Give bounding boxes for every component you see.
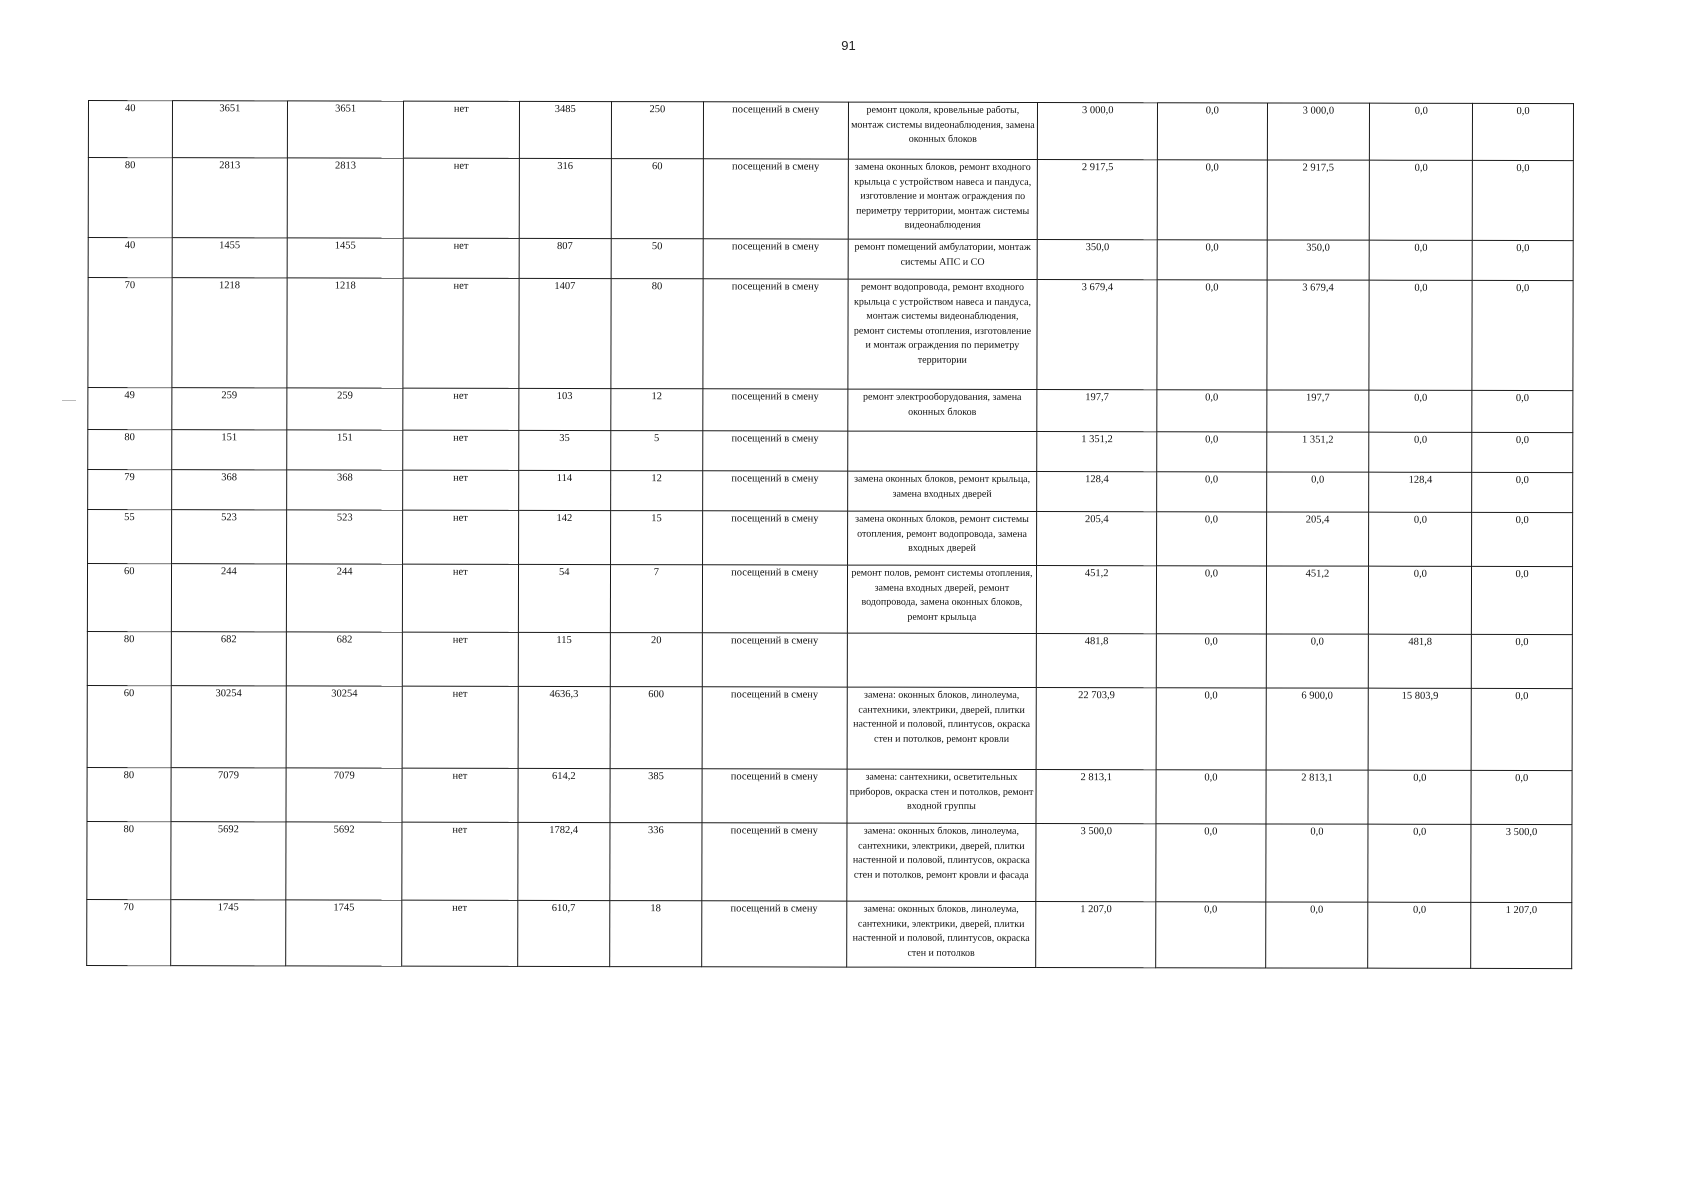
cell-col-source-4: 0,0 <box>1471 770 1572 824</box>
cell-col-total: 1 351,2 <box>1037 431 1157 471</box>
cell-col-source-1: 0,0 <box>1157 160 1266 240</box>
cell-col-5: 35 <box>518 430 610 470</box>
cell-col-unit: посещений в смену <box>703 102 848 159</box>
cell-col-source-1: 0,0 <box>1156 824 1265 902</box>
cell-col-source-2: 205,4 <box>1266 512 1369 566</box>
cell-col-source-3: 0,0 <box>1369 240 1472 280</box>
cell-col-1: 60 <box>87 564 171 632</box>
cell-col-4: нет <box>402 510 518 564</box>
table-row <box>87 564 1572 635</box>
cell-col-work-description: замена: оконных блоков, линолеума, сантехники, электрики, дверей, плитки настенной и половой, плинтусов, окраска стен и потолков, ремонт кровли и фасада <box>846 823 1036 901</box>
cell-col-1: 80 <box>87 631 171 685</box>
cell-col-source-3: 0,0 <box>1370 103 1473 160</box>
table-row <box>88 158 1573 241</box>
cell-col-source-4: 0,0 <box>1473 103 1574 160</box>
cell-col-work-description: ремонт полов, ремонт системы отопления, замена входных дверей, ремонт водопровода, замена оконных блоков, ремонт крыльца <box>847 565 1037 633</box>
cell-col-source-1: 0,0 <box>1156 902 1265 968</box>
table-body <box>87 101 1574 969</box>
cell-col-unit: посещений в смену <box>702 823 847 901</box>
cell-col-source-4: 0,0 <box>1472 566 1573 634</box>
cell-col-source-2: 1 351,2 <box>1266 432 1369 472</box>
table-row <box>87 767 1572 824</box>
cell-col-total: 205,4 <box>1037 511 1157 565</box>
cell-col-4: нет <box>402 686 518 768</box>
cell-col-1: 55 <box>88 510 172 564</box>
cell-col-3: 368 <box>287 470 403 510</box>
cell-col-2: 1745 <box>170 900 286 966</box>
cell-col-total: 3 679,4 <box>1037 279 1157 389</box>
cell-col-source-3: 0,0 <box>1369 432 1472 472</box>
cell-col-source-3: 0,0 <box>1369 512 1472 566</box>
cell-col-source-4: 3 500,0 <box>1471 824 1572 902</box>
cell-col-5: 316 <box>519 158 611 238</box>
cell-col-3: 1745 <box>286 900 402 966</box>
cell-col-work-description: ремонт электрооборудования, замена оконных блоков <box>847 389 1037 431</box>
cell-col-source-4: 0,0 <box>1472 512 1573 566</box>
cell-col-1: 80 <box>87 767 171 821</box>
cell-col-3: 244 <box>287 564 403 632</box>
cell-col-source-3: 128,4 <box>1369 472 1472 512</box>
table-row <box>87 821 1572 902</box>
cell-col-source-3: 0,0 <box>1370 160 1473 240</box>
cell-col-source-4: 0,0 <box>1472 280 1573 390</box>
cell-col-unit: посещений в смену <box>703 431 848 471</box>
cell-col-source-2: 2 813,1 <box>1266 770 1369 824</box>
cell-col-5: 103 <box>518 388 610 430</box>
cell-col-2: 5692 <box>170 822 286 900</box>
cell-col-source-4: 0,0 <box>1472 432 1573 472</box>
cell-col-total: 1 207,0 <box>1036 901 1156 967</box>
cell-col-source-1: 0,0 <box>1156 688 1265 770</box>
cell-col-2: 523 <box>171 510 287 564</box>
cell-col-source-1: 0,0 <box>1157 512 1266 566</box>
cell-col-source-2: 451,2 <box>1266 566 1369 634</box>
cell-col-6: 12 <box>611 389 703 431</box>
cell-col-source-1: 0,0 <box>1157 566 1266 634</box>
cell-col-6: 20 <box>610 633 702 687</box>
cell-col-6: 12 <box>610 471 702 511</box>
cell-col-1: 40 <box>88 238 172 278</box>
cell-col-3: 1218 <box>287 278 403 388</box>
cell-col-source-3: 0,0 <box>1368 902 1471 968</box>
cell-col-4: нет <box>403 388 519 430</box>
cell-col-5: 1782,4 <box>517 822 609 900</box>
cell-col-6: 385 <box>610 769 702 823</box>
cell-col-work-description: замена оконных блоков, ремонт системы отопления, ремонт водопровода, замена входных дверей <box>847 511 1037 565</box>
cell-col-1: 70 <box>88 278 172 388</box>
cell-col-4: нет <box>403 278 519 388</box>
table-row <box>88 510 1573 567</box>
cell-col-2: 7079 <box>171 768 287 822</box>
cell-col-3: 30254 <box>286 686 402 768</box>
cell-col-3: 151 <box>287 430 403 470</box>
cell-col-source-4: 0,0 <box>1471 634 1572 688</box>
cell-col-5: 1407 <box>519 278 611 388</box>
cell-col-5: 610,7 <box>517 900 609 966</box>
cell-col-work-description <box>847 633 1037 687</box>
cell-col-1: 60 <box>87 685 171 767</box>
cell-col-6: 18 <box>609 901 701 967</box>
cell-col-unit: посещений в смену <box>702 687 847 769</box>
table-row <box>87 631 1572 688</box>
cell-col-source-4: 0,0 <box>1472 472 1573 512</box>
cell-col-work-description: замена оконных блоков, ремонт входного крыльца с устройством навеса и пандуса, изготовление и монтаж ограждения по периметру территории, монтаж системы видеонаблюдения <box>848 159 1038 239</box>
cell-col-6: 15 <box>610 511 702 565</box>
cell-col-4: нет <box>403 470 519 510</box>
cell-col-1: 49 <box>88 388 172 430</box>
cell-col-1: 80 <box>88 430 172 470</box>
cell-col-unit: посещений в смену <box>702 769 847 823</box>
cell-col-work-description <box>847 431 1037 471</box>
cell-col-6: 5 <box>611 431 703 471</box>
cell-col-1: 40 <box>88 101 172 158</box>
cell-col-source-1: 0,0 <box>1157 432 1266 472</box>
page-number: 91 <box>841 38 856 53</box>
cell-col-6: 250 <box>611 102 703 159</box>
cell-col-source-1: 0,0 <box>1156 770 1265 824</box>
cell-col-3: 7079 <box>286 768 402 822</box>
cell-col-2: 1218 <box>171 278 287 388</box>
cell-col-3: 682 <box>287 632 403 686</box>
cell-col-2: 368 <box>171 470 287 510</box>
cell-col-2: 3651 <box>172 101 288 158</box>
cell-col-source-1: 0,0 <box>1157 390 1266 432</box>
cell-col-work-description: замена оконных блоков, ремонт крыльца, замена входных дверей <box>847 471 1037 511</box>
cell-col-total: 350,0 <box>1037 239 1157 279</box>
cell-col-1: 80 <box>88 158 172 238</box>
cell-col-total: 3 000,0 <box>1038 102 1158 159</box>
cell-col-2: 259 <box>171 388 287 430</box>
cell-col-work-description: замена: оконных блоков, линолеума, сантехники, электрики, дверей, плитки настенной и половой, плинтусов, окраска стен и потолков <box>846 901 1036 967</box>
cell-col-2: 151 <box>171 430 287 470</box>
cell-col-source-2: 3 679,4 <box>1266 280 1369 390</box>
cell-col-source-1: 0,0 <box>1157 240 1266 280</box>
cell-col-2: 244 <box>171 564 287 632</box>
cell-col-3: 523 <box>287 510 403 564</box>
table-row <box>87 899 1572 968</box>
cell-col-source-2: 0,0 <box>1266 634 1369 688</box>
cell-col-work-description: ремонт цоколя, кровельные работы, монтаж системы видеонаблюдения, замена оконных блоков <box>848 102 1038 159</box>
cell-col-source-3: 0,0 <box>1369 390 1472 432</box>
cell-col-5: 3485 <box>519 101 611 158</box>
cell-col-source-2: 0,0 <box>1266 472 1369 512</box>
cell-col-2: 1455 <box>172 238 288 278</box>
cell-col-total: 451,2 <box>1037 565 1157 633</box>
cell-col-source-2: 197,7 <box>1266 390 1369 432</box>
cell-col-total: 481,8 <box>1037 633 1157 687</box>
table-row <box>88 470 1573 513</box>
cell-col-source-4: 0,0 <box>1472 240 1573 280</box>
cell-col-3: 5692 <box>286 822 402 900</box>
cell-col-source-1: 0,0 <box>1157 634 1266 688</box>
cell-col-source-4: 0,0 <box>1472 390 1573 432</box>
cell-col-1: 70 <box>87 899 171 965</box>
cell-col-source-3: 481,8 <box>1369 634 1472 688</box>
cell-col-4: нет <box>402 768 518 822</box>
cell-col-total: 128,4 <box>1037 471 1157 511</box>
cell-col-work-description: замена: оконных блоков, линолеума, сантехники, электрики, дверей, плитки настенной и половой, плинтусов, окраска стен и потолков, ремонт кровли <box>847 687 1037 769</box>
cell-col-unit: посещений в смену <box>703 279 848 389</box>
cell-col-5: 114 <box>518 470 610 510</box>
margin-mark <box>62 400 76 401</box>
cell-col-work-description: ремонт водопровода, ремонт входного крыльца с устройством навеса и пандуса, монтаж системы видеонаблюдения, ремонт системы отопления, изготовление и монтаж ограждения по периметру территории <box>847 279 1037 389</box>
cell-col-5: 614,2 <box>518 768 610 822</box>
cell-col-4: нет <box>402 632 518 686</box>
cell-col-source-3: 0,0 <box>1369 566 1472 634</box>
cell-col-unit: посещений в смену <box>703 239 848 279</box>
cell-col-3: 1455 <box>287 238 403 278</box>
table-row <box>88 430 1573 473</box>
cell-col-source-2: 0,0 <box>1265 902 1368 968</box>
cell-col-1: 80 <box>87 821 171 899</box>
cell-col-6: 600 <box>610 687 702 769</box>
cell-col-source-4: 0,0 <box>1472 160 1573 240</box>
cell-col-unit: посещений в смену <box>702 901 847 967</box>
cell-col-unit: посещений в смену <box>703 471 848 511</box>
cell-col-5: 807 <box>519 238 611 278</box>
cell-col-source-4: 1 207,0 <box>1471 902 1572 968</box>
cell-col-4: нет <box>402 822 518 900</box>
cell-col-source-2: 2 917,5 <box>1267 160 1370 240</box>
cell-col-source-2: 3 000,0 <box>1267 103 1370 160</box>
cell-col-4: нет <box>403 158 519 238</box>
cell-col-source-1: 0,0 <box>1158 103 1267 160</box>
table-row <box>88 101 1573 161</box>
table-row <box>87 685 1572 770</box>
cell-col-source-2: 0,0 <box>1265 824 1368 902</box>
cell-col-unit: посещений в смену <box>702 565 847 633</box>
cell-col-5: 54 <box>518 564 610 632</box>
cell-col-6: 336 <box>610 823 702 901</box>
cell-col-5: 4636,3 <box>518 686 610 768</box>
cell-col-unit: посещений в смену <box>702 633 847 687</box>
cell-col-total: 2 813,1 <box>1036 769 1156 823</box>
table-row <box>88 278 1573 391</box>
table-row <box>88 238 1573 281</box>
cell-col-6: 50 <box>611 239 703 279</box>
cell-col-1: 79 <box>88 470 172 510</box>
cell-col-work-description: замена: сантехники, осветительных приборов, окраска стен и потолков, ремонт входной группы <box>847 769 1037 823</box>
cell-col-source-3: 0,0 <box>1368 824 1471 902</box>
cell-col-3: 2813 <box>287 158 403 238</box>
cell-col-2: 30254 <box>171 686 287 768</box>
cell-col-source-2: 350,0 <box>1267 240 1370 280</box>
cell-col-source-4: 0,0 <box>1471 688 1572 770</box>
cell-col-work-description: ремонт помещений амбулатории, монтаж системы АПС и СО <box>848 239 1038 279</box>
cell-col-source-1: 0,0 <box>1157 280 1267 390</box>
cell-col-source-3: 0,0 <box>1368 770 1471 824</box>
cell-col-4: нет <box>402 564 518 632</box>
cell-col-4: нет <box>403 101 519 158</box>
cell-col-unit: посещений в смену <box>702 511 847 565</box>
cell-col-unit: посещений в смену <box>703 389 848 431</box>
cell-col-6: 80 <box>611 279 703 389</box>
cell-col-2: 682 <box>171 632 287 686</box>
cell-col-total: 3 500,0 <box>1036 823 1156 901</box>
repair-table <box>86 100 1574 969</box>
cell-col-4: нет <box>403 430 519 470</box>
cell-col-4: нет <box>402 900 518 966</box>
cell-col-6: 60 <box>611 159 703 239</box>
cell-col-unit: посещений в смену <box>703 159 848 239</box>
cell-col-source-3: 0,0 <box>1369 280 1472 390</box>
cell-col-3: 259 <box>287 388 403 430</box>
cell-col-5: 115 <box>518 632 610 686</box>
cell-col-5: 142 <box>518 510 610 564</box>
cell-col-source-2: 6 900,0 <box>1266 688 1369 770</box>
cell-col-source-3: 15 803,9 <box>1368 688 1471 770</box>
cell-col-2: 2813 <box>172 158 288 238</box>
cell-col-6: 7 <box>610 565 702 633</box>
cell-col-4: нет <box>403 238 519 278</box>
table-row <box>88 388 1573 433</box>
cell-col-source-1: 0,0 <box>1157 472 1266 512</box>
cell-col-total: 2 917,5 <box>1037 159 1157 239</box>
cell-col-total: 197,7 <box>1037 389 1157 431</box>
cell-col-total: 22 703,9 <box>1036 687 1156 769</box>
cell-col-3: 3651 <box>288 101 404 158</box>
